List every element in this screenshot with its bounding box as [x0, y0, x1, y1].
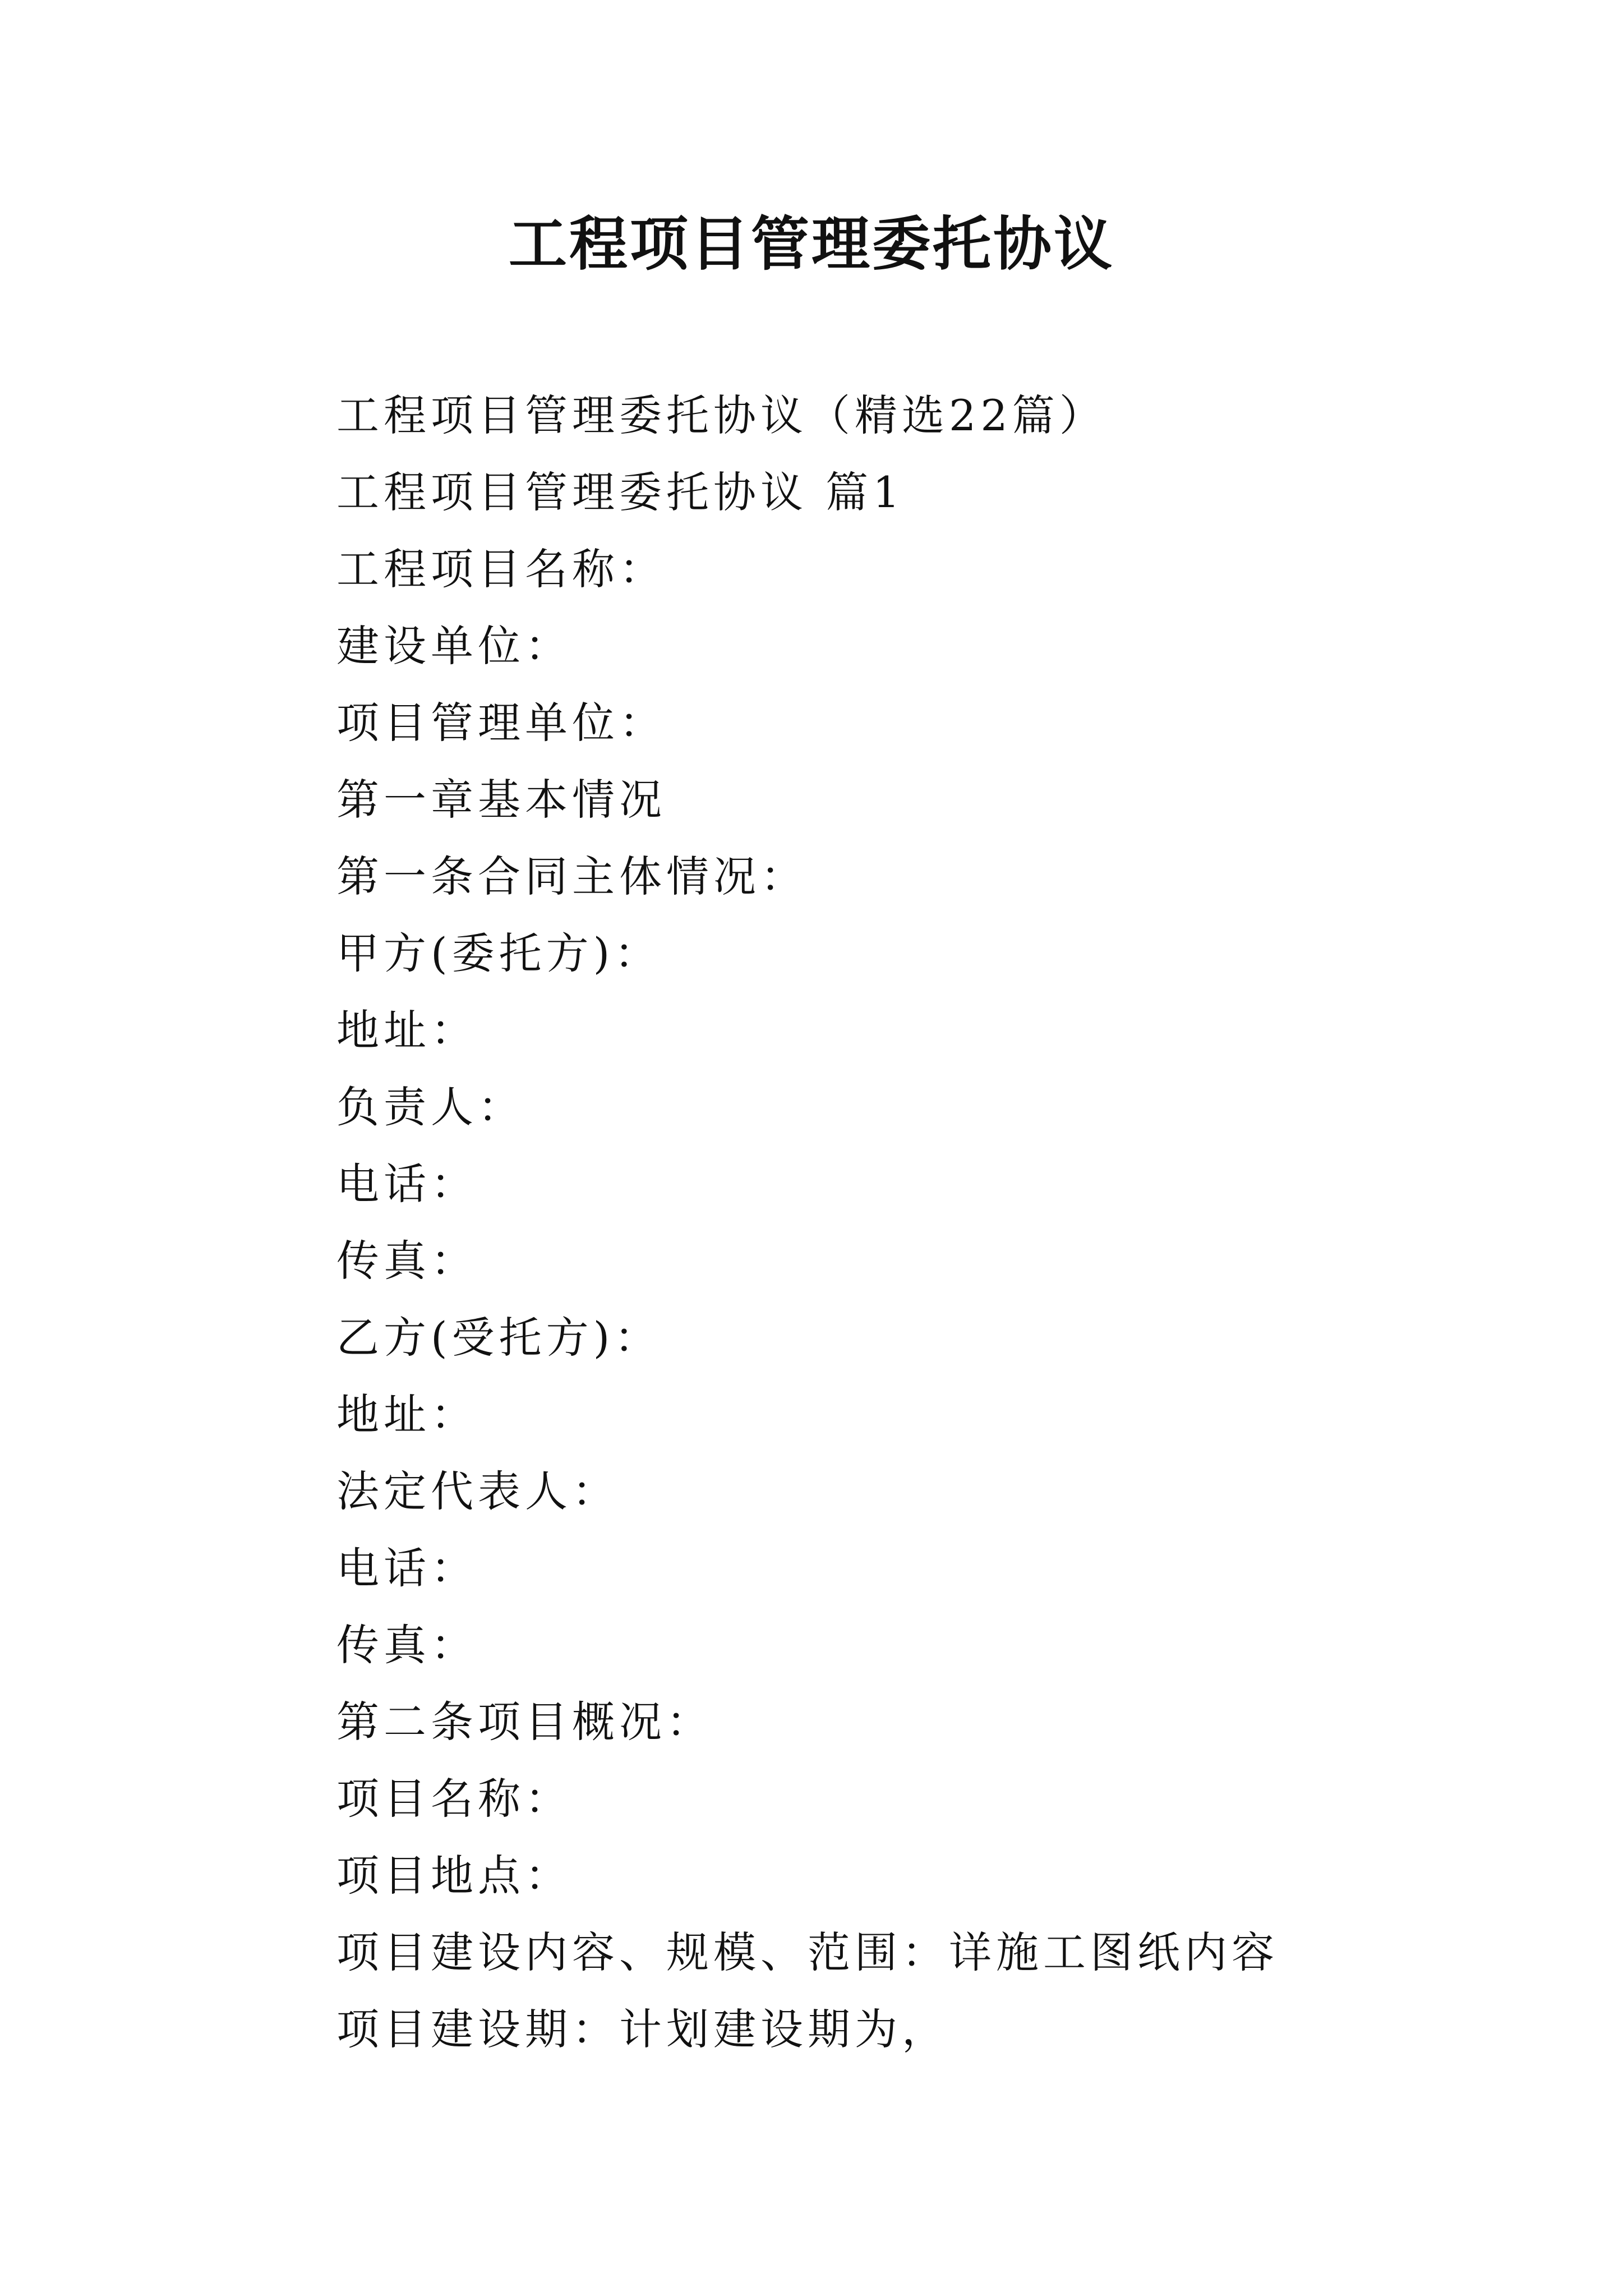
line-party-a-principal: 负责人： [336, 1082, 525, 1132]
line-party-b-phone: 电话： [336, 1543, 478, 1593]
line-party-b-address: 地址： [336, 1389, 478, 1439]
line-party-a: 甲方(委托方)： [336, 928, 662, 978]
line-item-scope: 项目建设内容、规模、范围：详施工图纸内容 [336, 1927, 1279, 1977]
line-item-name: 项目名称： [336, 1774, 572, 1824]
line-article-one: 第一条合同主体情况： [336, 852, 808, 901]
document-body [336, 377, 1492, 2068]
line-party-b-fax: 传真： [336, 1620, 478, 1670]
line-party-a-phone: 电话： [336, 1159, 478, 1209]
line-party-b: 乙方(受托方)： [336, 1313, 662, 1363]
line-party-a-address: 地址： [336, 1005, 478, 1055]
document-title: 工程项目管理委托协议 [508, 209, 1114, 278]
line-article-two: 第二条项目概况： [336, 1697, 713, 1747]
line-subtitle: 工程项目管理委托协议（精选22篇） [336, 390, 1106, 440]
line-item-period: 项目建设期：计划建设期为， [336, 2004, 949, 2054]
line-management-unit: 项目管理单位： [336, 698, 666, 748]
line-chapter-one: 第一章基本情况 [336, 775, 666, 825]
line-project-name: 工程项目名称： [336, 544, 666, 594]
line-party-b-legal-rep: 法定代表人： [336, 1466, 619, 1516]
line-construction-unit: 建设单位： [336, 621, 572, 671]
line-item-location: 项目地点： [336, 1851, 572, 1901]
line-party-a-fax: 传真： [336, 1236, 478, 1286]
line-section-heading: 工程项目管理委托协议 篇1 [336, 467, 905, 517]
